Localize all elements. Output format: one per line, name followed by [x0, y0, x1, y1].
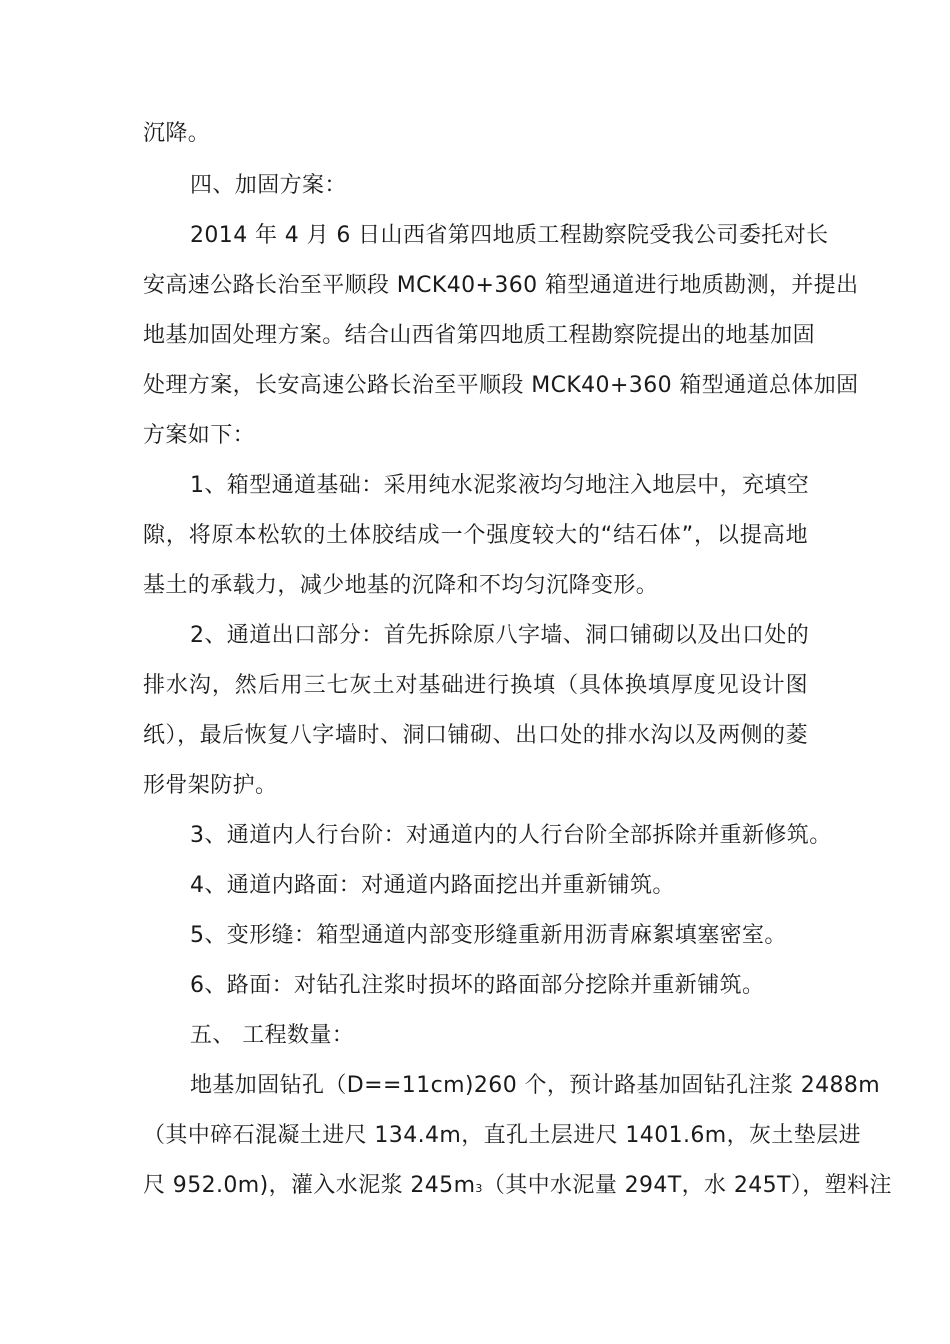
paragraph-line-start: 尺 952.0m)，灌入水泥浆 245m [143, 1173, 476, 1198]
paragraph-line-end: （其中水泥量 294T，水 245T），塑料注 [482, 1173, 892, 1198]
paragraph-line: 沉降。 [143, 121, 211, 146]
paragraph-line: 1、箱型通道基础：采用纯水泥浆液均匀地注入地层中，充填空 [190, 473, 810, 498]
paragraph-line: 纸），最后恢复八字墙时、洞口铺砌、出口处的排水沟以及两侧的菱 [143, 723, 808, 748]
paragraph-line: 隙，将原本松软的土体胶结成一个强度较大的“结石体”，以提高地 [143, 523, 808, 548]
paragraph-line: 排水沟，然后用三七灰土对基础进行换填（具体换填厚度见设计图 [143, 673, 808, 698]
paragraph-line: 4、通道内路面：对通道内路面挖出并重新铺筑。 [190, 873, 675, 898]
section-heading: 五、 工程数量： [190, 1023, 355, 1048]
paragraph-line: 方案如下： [143, 423, 256, 448]
paragraph-line: 地基加固处理方案。结合山西省第四地质工程勘察院提出的地基加固 [143, 323, 816, 348]
paragraph-line: 3、通道内人行台阶：对通道内的人行台阶全部拆除并重新修筑。 [190, 823, 832, 848]
paragraph-line: 地基加固钻孔（D==11cm)260 个，预计路基加固钻孔注浆 2488m [190, 1073, 881, 1098]
paragraph-line: 2014 年 4 月 6 日山西省第四地质工程勘察院受我公司委托对长 [190, 223, 829, 248]
paragraph-line: 5、变形缝：箱型通道内部变形缝重新用沥青麻絮填塞密室。 [190, 923, 787, 948]
section-heading: 四、加固方案： [190, 173, 347, 198]
paragraph-line: 安高速公路长治至平顺段 MCK40+360 箱型通道进行地质勘测，并提出 [143, 273, 859, 298]
paragraph-line: 6、路面：对钻孔注浆时损坏的路面部分挖除并重新铺筑。 [190, 973, 765, 998]
paragraph-line: 基土的承载力，减少地基的沉降和不均匀沉降变形。 [143, 573, 659, 598]
paragraph-line: 2、通道出口部分：首先拆除原八字墙、洞口铺砌以及出口处的 [190, 623, 810, 648]
paragraph-line [143, 1170, 892, 1205]
paragraph-line: （其中碎石混凝土进尺 134.4m，直孔土层进尺 1401.6m，灰土垫层进 [143, 1123, 862, 1148]
unit-superscript: 3 [475, 1182, 483, 1195]
paragraph-line: 处理方案，长安高速公路长治至平顺段 MCK40+360 箱型通道总体加固 [143, 373, 859, 398]
paragraph-line: 形骨架防护。 [143, 773, 278, 798]
